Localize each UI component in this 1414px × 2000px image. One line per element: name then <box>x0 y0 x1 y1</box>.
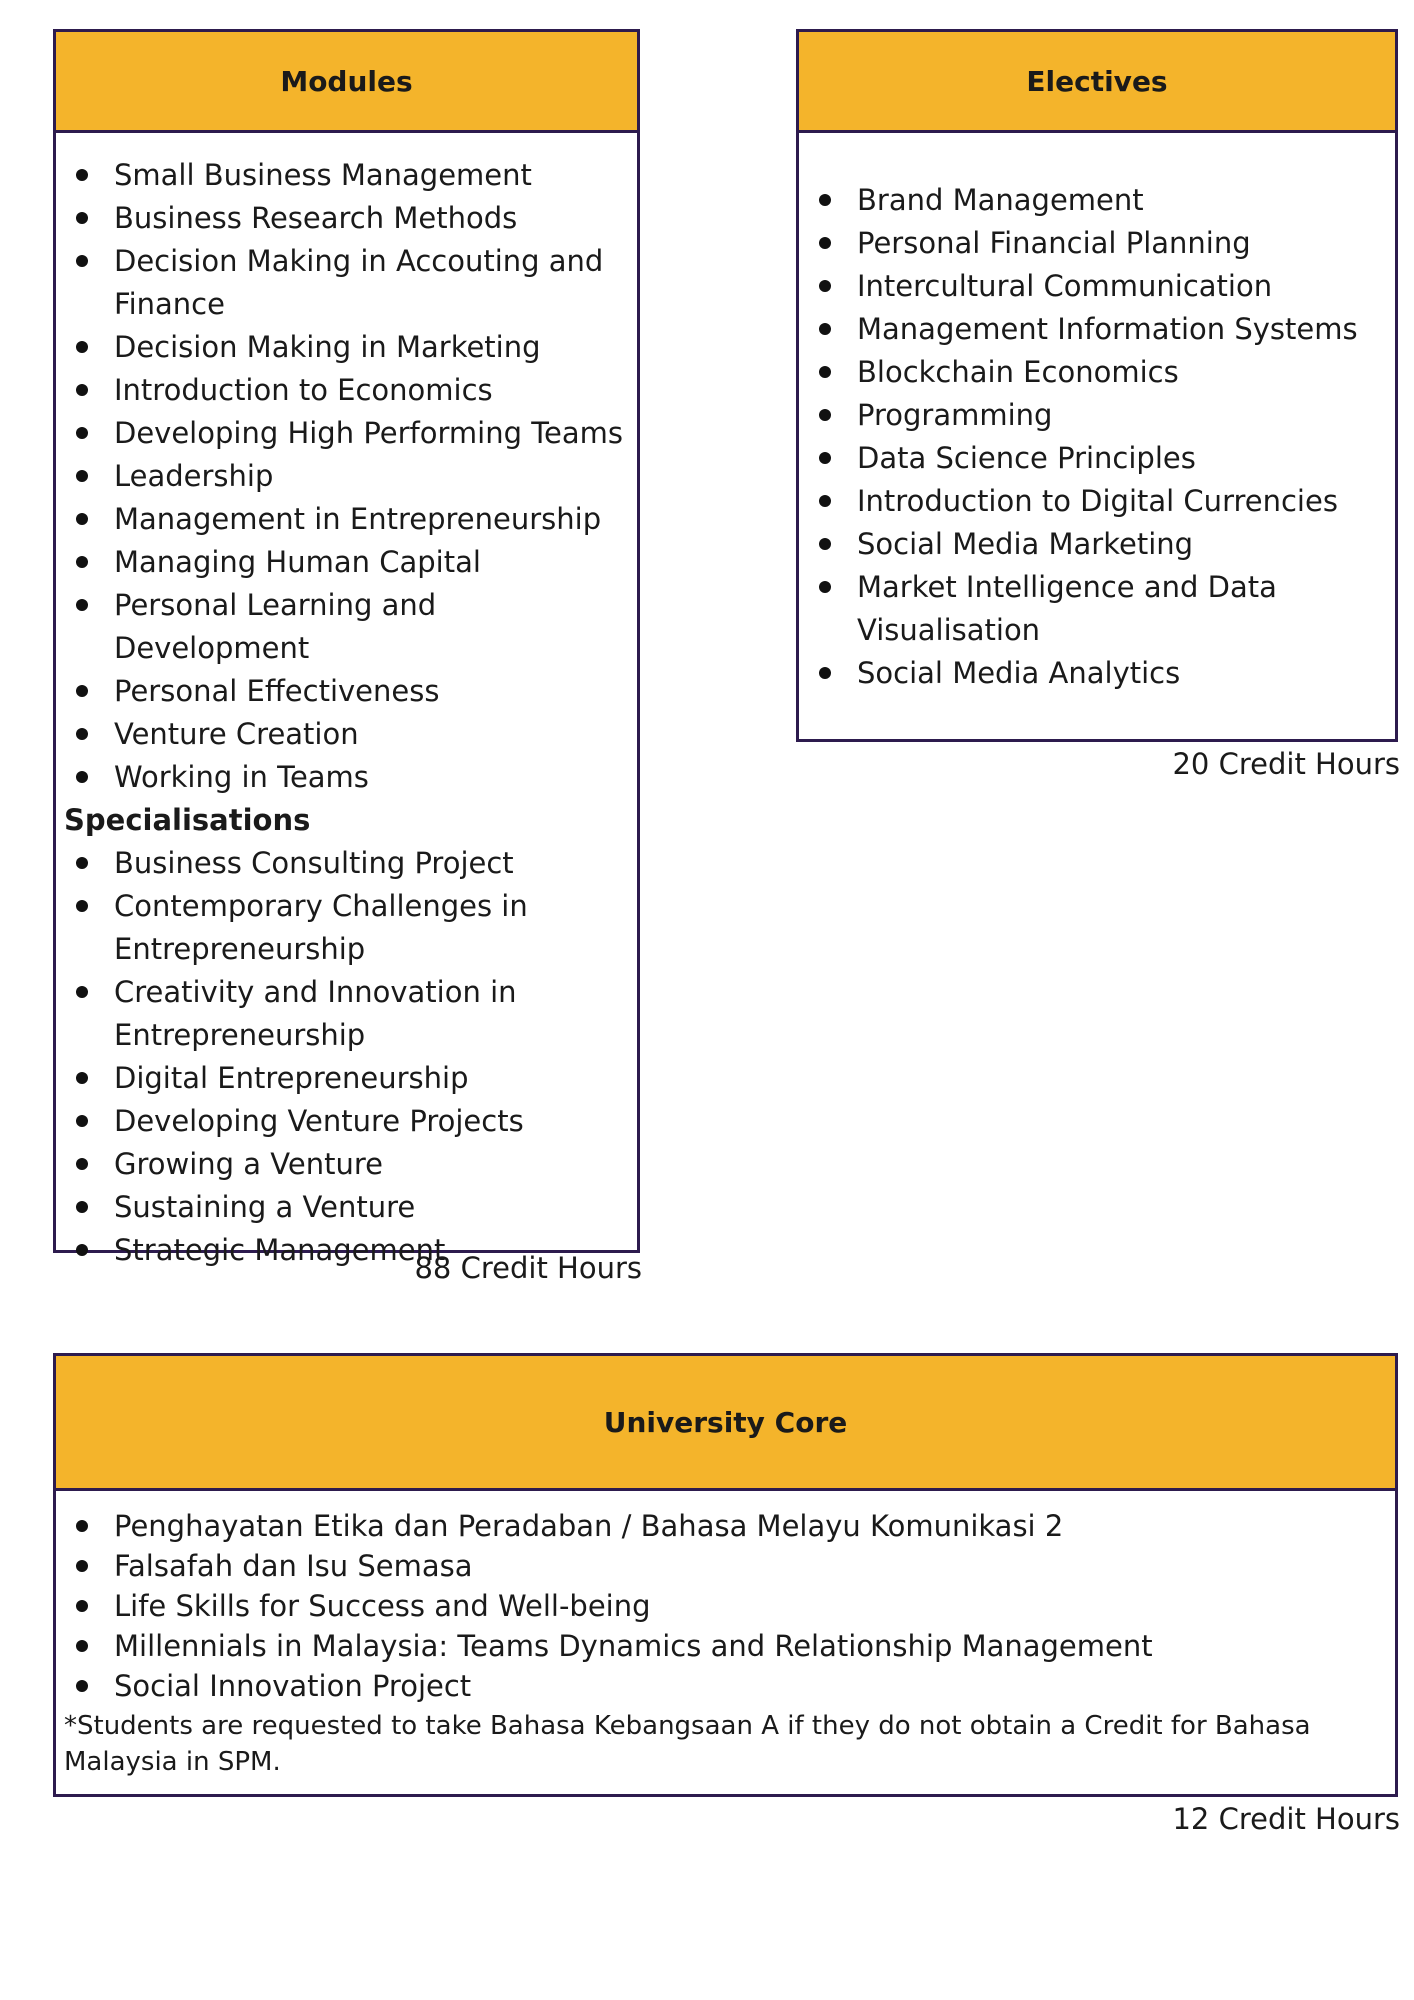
specialisation-item-label: Creativity and Innovation in Entrepreneurship <box>114 975 517 1052</box>
elective-item <box>799 179 1395 222</box>
bullet-icon <box>76 255 88 267</box>
electives-credit-hours: 20 Credit Hours <box>1172 747 1400 781</box>
bullet-icon <box>76 857 88 869</box>
elective-item <box>799 480 1395 523</box>
university-core-item <box>56 1586 1395 1626</box>
modules-list <box>56 154 637 799</box>
bullet-icon <box>76 556 88 568</box>
specialisation-item-label: Growing a Venture <box>114 1147 383 1181</box>
specialisation-item-label: Contemporary Challenges in Entrepreneurship <box>114 889 528 966</box>
specialisation-item <box>56 1057 637 1100</box>
module-item <box>56 197 637 240</box>
bullet-icon <box>819 495 831 507</box>
module-item <box>56 756 637 799</box>
elective-item-label: Management Information Systems <box>857 312 1358 346</box>
elective-item-label: Intercultural Communication <box>857 269 1273 303</box>
bullet-icon <box>76 1158 88 1170</box>
module-item <box>56 412 637 455</box>
university-core-panel <box>53 1353 1398 1797</box>
university-core-item <box>56 1666 1395 1706</box>
specialisation-item <box>56 1186 637 1229</box>
modules-credit-hours: 88 Credit Hours <box>414 1251 642 1285</box>
bullet-icon <box>76 384 88 396</box>
bullet-icon <box>76 169 88 181</box>
module-item <box>56 326 637 369</box>
module-item-label: Leadership <box>114 459 274 493</box>
electives-body <box>799 133 1395 695</box>
bullet-icon <box>76 728 88 740</box>
module-item <box>56 584 637 670</box>
module-item-label: Personal Effectiveness <box>114 674 440 708</box>
bullet-icon <box>819 366 831 378</box>
specialisation-item <box>56 842 637 885</box>
elective-item-label: Introduction to Digital Currencies <box>857 484 1338 518</box>
university-core-item-label: Social Innovation Project <box>114 1669 472 1703</box>
bullet-icon <box>76 427 88 439</box>
university-core-body <box>56 1491 1395 1780</box>
module-item <box>56 455 637 498</box>
modules-panel <box>53 29 640 1267</box>
module-item <box>56 498 637 541</box>
university-core-note: *Students are requested to take Bahasa Kebangsaan A if they do not obtain a Credit for Bahasa Malaysia in SPM. <box>64 1711 1311 1777</box>
elective-item-label: Data Science Principles <box>857 441 1196 475</box>
elective-item <box>799 265 1395 308</box>
bullet-icon <box>819 581 831 593</box>
module-item-label: Managing Human Capital <box>114 545 481 579</box>
elective-item <box>799 308 1395 351</box>
specialisation-item-label: Digital Entrepreneurship <box>114 1061 469 1095</box>
elective-item <box>799 652 1395 695</box>
elective-item-label: Market Intelligence and Data Visualisation <box>857 570 1277 647</box>
bullet-icon <box>76 470 88 482</box>
specialisation-item <box>56 1143 637 1186</box>
elective-item-label: Social Media Analytics <box>857 656 1181 690</box>
elective-item <box>799 394 1395 437</box>
bullet-icon <box>76 1680 88 1692</box>
university-core-list <box>56 1506 1395 1706</box>
bullet-icon <box>76 986 88 998</box>
module-item-label: Decision Making in Marketing <box>114 330 541 364</box>
module-item <box>56 240 637 326</box>
elective-item <box>799 566 1395 652</box>
module-item <box>56 154 637 197</box>
module-item-label: Small Business Management <box>114 158 532 192</box>
module-item-label: Working in Teams <box>114 760 369 794</box>
elective-item-label: Brand Management <box>857 183 1144 217</box>
specialisation-item-label: Sustaining a Venture <box>114 1190 416 1224</box>
bullet-icon <box>819 194 831 206</box>
modules-body <box>56 133 637 1272</box>
elective-item <box>799 222 1395 265</box>
elective-item-label: Blockchain Economics <box>857 355 1179 389</box>
elective-item <box>799 523 1395 566</box>
university-core-credit-hours: 12 Credit Hours <box>1172 1802 1400 1836</box>
specialisation-item <box>56 971 637 1057</box>
modules-header: Modules <box>56 32 637 133</box>
university-core-item-label: Falsafah dan Isu Semasa <box>114 1549 473 1583</box>
module-item-label: Business Research Methods <box>114 201 518 235</box>
module-item <box>56 670 637 713</box>
module-item-label: Venture Creation <box>114 717 359 751</box>
bullet-icon <box>76 685 88 697</box>
module-item <box>56 369 637 412</box>
bullet-icon <box>819 538 831 550</box>
university-core-item-label: Millennials in Malaysia: Teams Dynamics and Relationship Management <box>114 1629 1153 1663</box>
bullet-icon <box>76 1072 88 1084</box>
bullet-icon <box>76 1115 88 1127</box>
module-item <box>56 541 637 584</box>
module-item-label: Management in Entrepreneurship <box>114 502 602 536</box>
bullet-icon <box>76 1201 88 1213</box>
bullet-icon <box>76 1520 88 1532</box>
specialisation-item-label: Strategic Management <box>114 1233 446 1267</box>
university-core-item <box>56 1546 1395 1586</box>
specialisation-item <box>56 885 637 971</box>
specialisation-item-label: Developing Venture Projects <box>114 1104 524 1138</box>
bullet-icon <box>76 900 88 912</box>
bullet-icon <box>76 1640 88 1652</box>
module-item-label: Introduction to Economics <box>114 373 493 407</box>
bullet-icon <box>76 513 88 525</box>
elective-item <box>799 351 1395 394</box>
specialisations-heading: Specialisations <box>64 803 311 837</box>
elective-item <box>799 437 1395 480</box>
bullet-icon <box>76 1244 88 1256</box>
electives-panel <box>796 29 1398 742</box>
electives-header: Electives <box>799 32 1395 133</box>
bullet-icon <box>76 341 88 353</box>
elective-item-label: Programming <box>857 398 1053 432</box>
university-core-item <box>56 1506 1395 1546</box>
bullet-icon <box>76 1600 88 1612</box>
elective-item-label: Personal Financial Planning <box>857 226 1251 260</box>
elective-item-label: Social Media Marketing <box>857 527 1194 561</box>
bullet-icon <box>819 667 831 679</box>
specialisations-list <box>56 842 637 1272</box>
university-core-header: University Core <box>56 1356 1395 1491</box>
university-core-item-label: Penghayatan Etika dan Peradaban / Bahasa Melayu Komunikasi 2 <box>114 1509 1064 1543</box>
university-core-item-label: Life Skills for Success and Well-being <box>114 1589 651 1623</box>
specialisation-item <box>56 1100 637 1143</box>
bullet-icon <box>76 599 88 611</box>
bullet-icon <box>819 237 831 249</box>
bullet-icon <box>819 452 831 464</box>
module-item-label: Decision Making in Accouting and Finance <box>114 244 604 321</box>
bullet-icon <box>76 212 88 224</box>
electives-list <box>799 179 1395 695</box>
module-item-label: Personal Learning and Development <box>114 588 437 665</box>
bullet-icon <box>76 771 88 783</box>
module-item <box>56 713 637 756</box>
bullet-icon <box>819 280 831 292</box>
specialisation-item-label: Business Consulting Project <box>114 846 514 880</box>
university-core-item <box>56 1626 1395 1666</box>
bullet-icon <box>819 409 831 421</box>
bullet-icon <box>819 323 831 335</box>
bullet-icon <box>76 1560 88 1572</box>
module-item-label: Developing High Performing Teams <box>114 416 623 450</box>
